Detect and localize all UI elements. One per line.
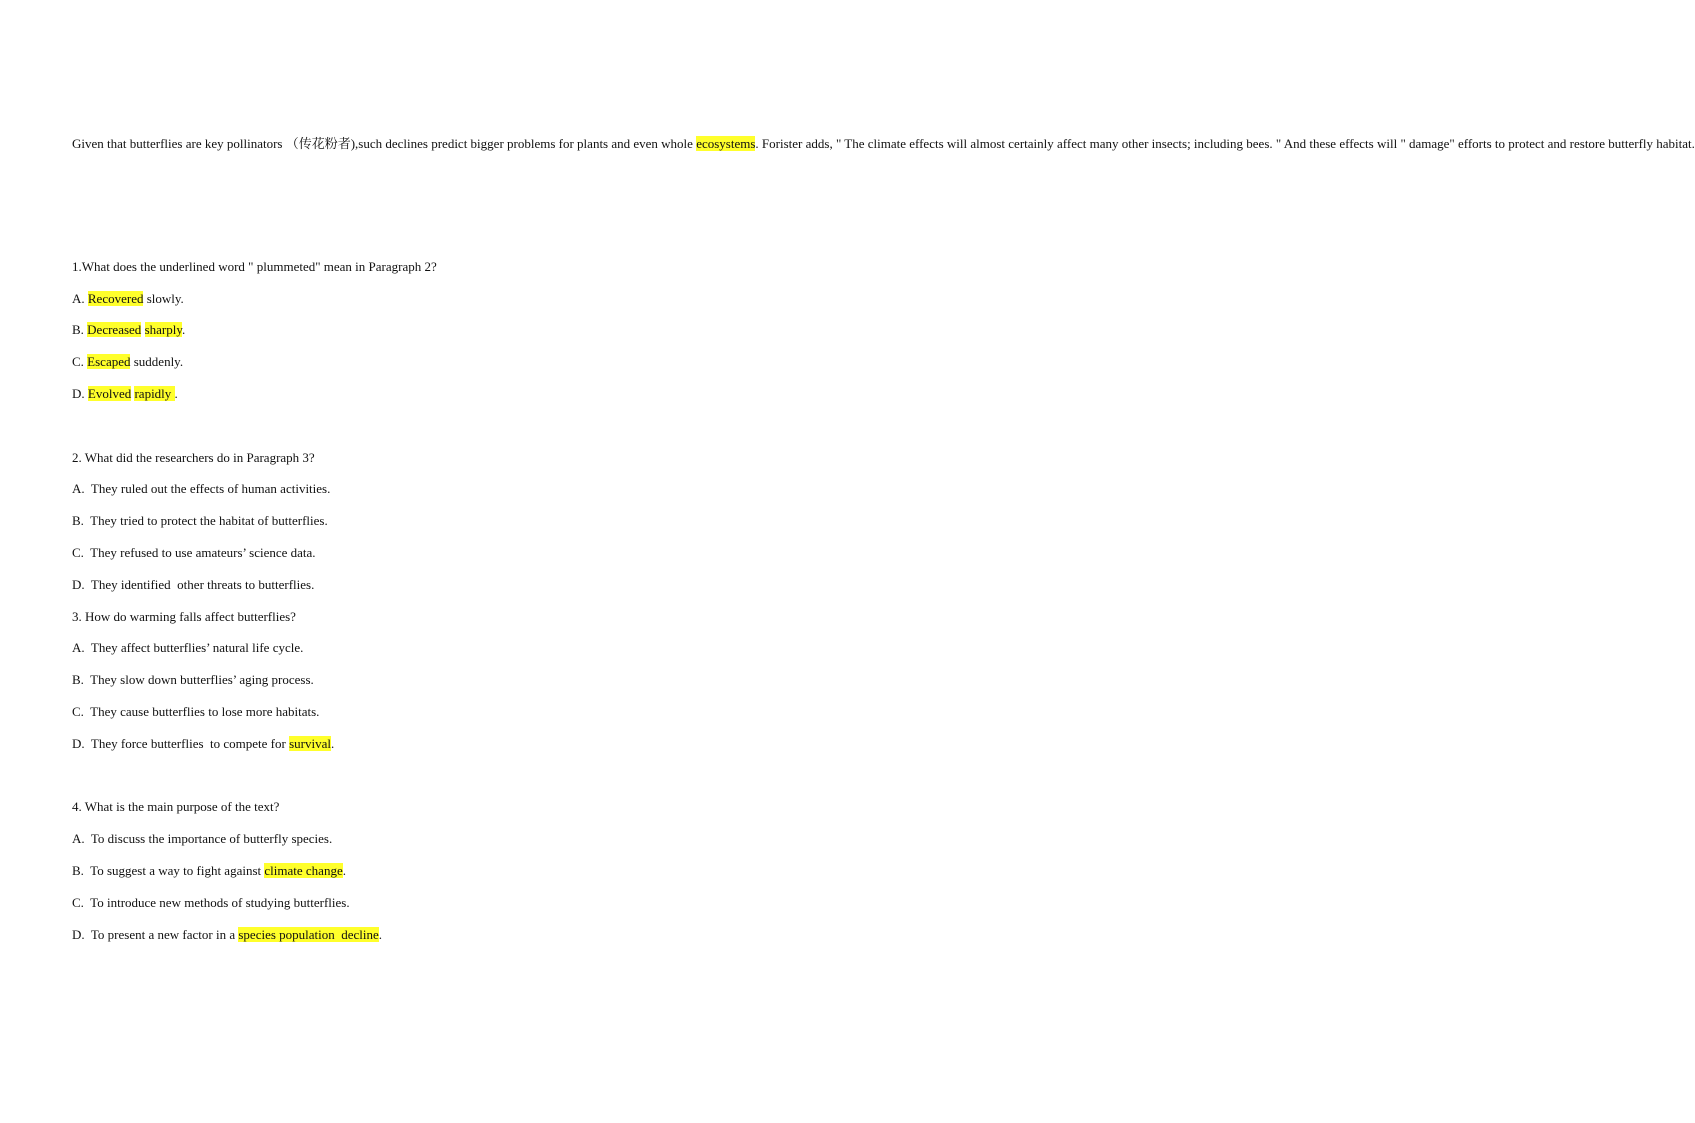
question-4-option-c: C. To introduce new methods of studying butterflies. [72,895,350,910]
highlight: Evolved [87,386,132,401]
passage-text: . Forister adds, " The climate effects will almost certainly affect many other insects; including bees. " And these effects will " damage" efforts to protect and restore butterfly habitat. [755,135,1695,151]
passage-text: Given that butterflies are key pollinators （传花粉者),such declines predict bigger problems for plants and even whole [72,135,697,151]
question-2-option-c: C. They refused to use amateurs’ science data. [72,545,316,560]
highlight: Recovered [87,291,144,306]
question-3-option-b: B. They slow down butterflies’ aging process. [72,672,314,687]
highlight: survival [289,736,331,751]
question-1-option-d: D. Evolved rapidly . [72,386,178,401]
question-3-option-c: C. They cause butterflies to lose more habitats. [72,704,320,719]
question-4-option-b: B. To suggest a way to fight against climate change. [72,863,346,878]
highlight: rapidly [134,386,175,401]
highlight: climate change [264,863,343,878]
question-3-option-d: D. They force butterflies to compete for survival. [72,736,335,751]
question-4-option-a: A. To discuss the importance of butterfly species. [72,831,333,846]
highlight: sharply [144,322,182,337]
passage-paragraph [72,96,1695,159]
question-2-stem: 2. What did the researchers do in Paragraph 3? [72,450,315,465]
question-1-option-a: A. Recovered slowly. [72,291,184,306]
highlight: species population decline [238,927,379,942]
question-2-option-d: D. They identified other threats to butterflies. [72,577,315,592]
question-3-stem: 3. How do warming falls affect butterflies? [72,609,296,624]
question-1-option-c: C. Escaped suddenly. [72,354,184,369]
highlight: Escaped [87,354,131,369]
question-3-option-a: A. They affect butterflies’ natural life cycle. [72,640,304,655]
question-1-option-b: B. Decreased sharply. [72,322,186,337]
question-2-option-a: A. They ruled out the effects of human activities. [72,481,331,496]
highlight: Decreased [87,322,142,337]
question-4-option-d: D. To present a new factor in a species population decline. [72,927,383,942]
highlight-ecosystems: ecosystems [696,135,756,151]
question-1-stem: 1.What does the underlined word " plummeted" mean in Paragraph 2? [72,259,437,274]
question-4-stem: 4. What is the main purpose of the text? [72,799,280,814]
question-2-option-b: B. They tried to protect the habitat of butterflies. [72,513,328,528]
